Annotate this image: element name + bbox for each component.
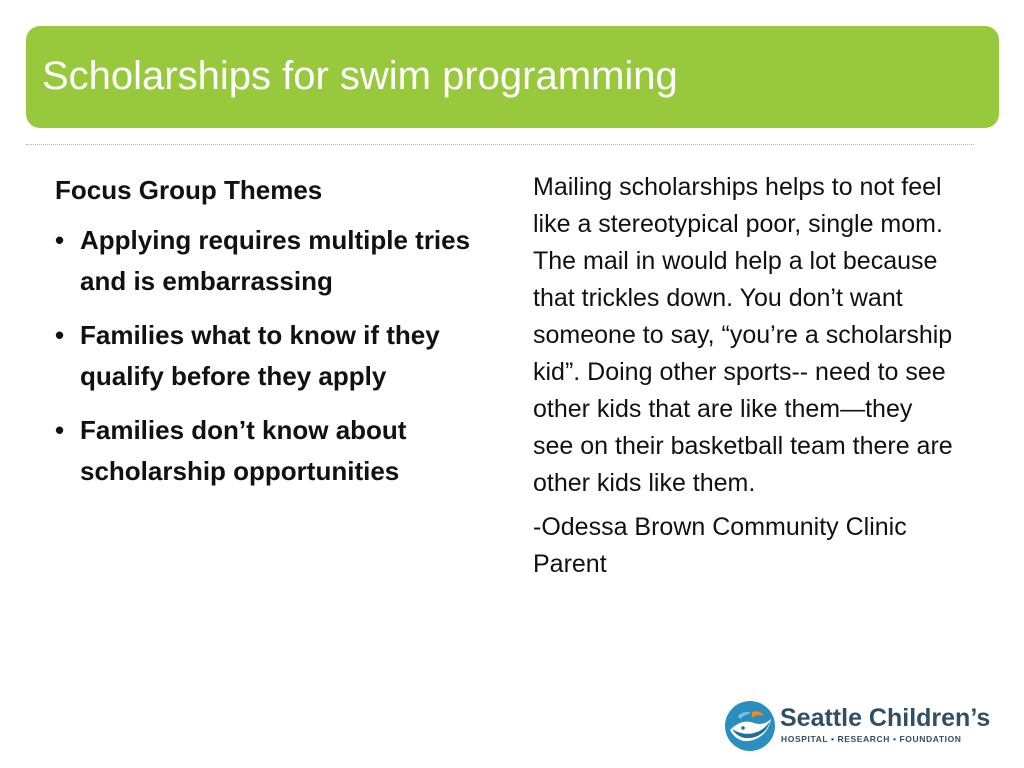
slide-title: Scholarships for swim programming xyxy=(42,54,678,98)
seattle-childrens-logo xyxy=(724,700,1004,754)
bullet-icon: • xyxy=(55,415,65,445)
bullet-icon: • xyxy=(55,225,65,255)
parent-quote: Mailing scholarships helps to not feel like a stereotypical poor, single mom. The mail in would help a lot because that trickles down. You don’t want someone to say, “you’re a scholarship kid”. Doing other sports-- need to see other kids that are like them—they see on their basketball team there are other kids like them. xyxy=(533,173,953,497)
theme-text: Families don’t know about scholarship opportunities xyxy=(80,415,407,486)
quote-attribution: -Odessa Brown Community Clinic Parent xyxy=(533,513,907,578)
focus-group-column xyxy=(55,172,475,505)
theme-text: Applying requires multiple tries and is embarrassing xyxy=(80,225,471,296)
theme-item xyxy=(55,410,475,492)
theme-text: Families what to know if they qualify before they apply xyxy=(80,320,440,391)
whale-logo-icon xyxy=(724,700,776,752)
theme-item xyxy=(55,220,475,302)
focus-group-heading: Focus Group Themes xyxy=(55,175,323,205)
logo-tagline: HOSPITAL • RESEARCH • FOUNDATION xyxy=(781,734,962,744)
parent-quote-column xyxy=(533,169,953,583)
title-divider xyxy=(26,144,974,145)
theme-item xyxy=(55,315,475,397)
theme-list xyxy=(55,220,475,492)
logo-name: Seattle Children’s xyxy=(780,704,991,732)
bullet-icon: • xyxy=(55,320,65,350)
title-bar xyxy=(26,26,999,128)
